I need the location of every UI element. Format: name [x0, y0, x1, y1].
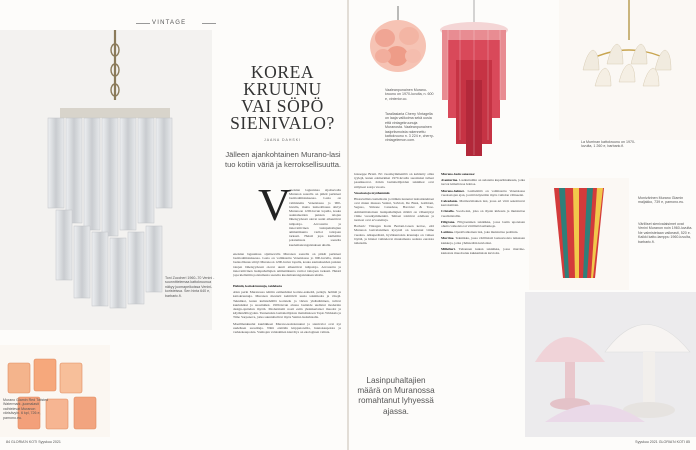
pink-chandelier-caption: Vaaleanpunainen Murano-kruunu on 1970-luvulta, n. 600 e, vinterior.co.: [385, 88, 434, 101]
col4-term: Murano-helmet. Lasihelmiä on valmistettu Venetsiassa vuosisatojen ajan, ja niitä käytettiin myös vaihdon välineenä.: [441, 188, 525, 197]
col4-term: Lattimo. Opaalivalkoinen lasi, joka muistuttaa posliinia.: [441, 230, 519, 235]
col2-block: Helmiä, kattokruunuja, taidelasia: [233, 284, 282, 288]
red-prism-chandelier: [440, 22, 508, 156]
col4-term: Aventurine. Lasikuituihin on sulatettu kuparihiukkasia, jotka tuovat kimaltavaa hohtoa.: [441, 178, 525, 187]
murrine-caption: La Murrinan kattokruunu on 1970-luvulta, 1 260 e, barbaric.fi.: [581, 140, 636, 149]
mushroom-caption: Värilliset sienivalaisimet ovat Venini Muranon noin 1960-luvulta. Ne valmistetaan vaikeasti, 520 e. Kaikki katto-lamppu 1960-luvulta, barbaric.fi.: [638, 222, 693, 244]
column-4: [441, 172, 525, 434]
byline: JAANA DAHSKI: [263, 138, 302, 142]
column-2: [233, 284, 341, 434]
murrine-chandelier-photo: [559, 0, 696, 140]
section-rule-left: [136, 23, 150, 24]
chandelier-glass-prisms: [48, 108, 172, 308]
right-page: [349, 0, 696, 450]
col4-term: Murrine. Tekniikka, jossa värillisistä lasisauvoista leikataan kiekkoja, jotka yhdistetään kuvioiksi.: [441, 236, 525, 245]
col3-paragraph: Historiallisia lasitehtaita ja tätäkin tunnetut lasitaidetehtaat ovat muun muassa Venini, Salviati, De Biasi, Gabbiani, Seguso, Simone Cenedese, Barovier & Toso. Ammattitaitoinen lasinpuhallajien määrä on vähentynyt viime vuosikymmeninä. Tehtaat toimivat edelleen ja tuotteet ovat arvostettuja.: [354, 197, 434, 223]
pink-cherry-caption: Tarallasiaria Cherry Vintagella on laaja valikoima sekä uusia että vintagekruunuja Muranosta. Vaaleanpunainen lasipriismoista rakennettu kattokruunu n. 3 224 e, cherry-vintagelemon.com.: [385, 112, 434, 143]
vase-caption: Monivärinen Murano Glamin maljakko, 739 e, pamono.eu.: [638, 196, 685, 205]
chandelier-caption: Toni Zuccheri 1960–70 Venini -suunnittelemaa kattokruunua näkyy juomapeikoissa Venini-koristeissa. Sen hinta 640 e, barbaric.fi.: [165, 276, 215, 298]
folio-right: Syyskuu 2021 GLORIA'N KOTI 85: [635, 440, 690, 444]
intro-top: enetsian laguunissa sijaitsevalla Muranon saarella on pitkät perinteet lasinvalmistuksessa. Lasia on valmistettu Venetsiassa jo 900-luvulla, mutta lasiteollisuus siirtyi Muranoon 1200-luvun lopulla, koska asuinalueiden puisten talojen läheisyydessä olevat uunit aiheuttivat tulipaloja. Arvostettu ja innovatiivinen lasinpuhallajien ammattikunta vartioi taitojaan tarkasti. Heistä jopa kiellettiin poistumasta saarelta kuolemanrangaistuksen uhalla.: [289, 188, 341, 247]
section-label: VINTAGE: [152, 20, 187, 26]
col3-heading: Vuosisatoja myöhemmin: [354, 190, 390, 195]
intro-bottom: enetsian laguunissa sijaitsevalla Muranon saarella on pitkät perinteet lasinvalmistuksessa. Lasia on valmistettu Venetsiassa jo 900-luvulla, mutta lasiteollisuus siirtyi Muranoon 1200-luvun lopulla, koska asuinalueiden puisten talojen läheisyydessä olevat uunit aiheuttivat tulipaloja. Arvostettu ja innovatiivinen lasinpuhallajien ammattikunta vartioi taitojaan tarkasti. Heistä jopa kiellettiin poistumasta saarelta kuolemanrangaistuksen uhalla.: [233, 252, 341, 278]
pull-quote: Lasinpuhaltajien määrä on Muranossa romahtanut lyhyessä ajassa.: [357, 376, 435, 416]
drop-cap: V: [258, 179, 292, 230]
vase-photo: [529, 178, 629, 290]
column-3: [354, 172, 434, 267]
col4-term: Cristallo. Sooda-lasi, joka on täysin kirkasta ja muistuttaa vuorikristallia.: [441, 209, 525, 218]
col3-paragraph: Barbaric Vintagen Katia Bertani-Green kertoo, että Muranon lasivalaisimen kysyntä on kasvanut viime vuosina. Alkuperäisiä, hyväkuntoisia kruunuja on vaikea löytää, ja hinnat vaihtelevat muutamasta sadasta euroista tuhansiin.: [354, 224, 434, 246]
col4-title: Murano-lasin sanastoa:: [441, 172, 476, 176]
glasses-photo: [0, 345, 110, 437]
article-title: KOREA KRUUNU VAI SÖPÖ SIENIVALO?: [230, 62, 335, 133]
col4-term: Filigrana. Filigraaninen tekniikka, jossa lasiin upotetaan ohuita valkoisia tai värillisiä lasilankoja.: [441, 219, 525, 229]
col4-term: Millefiori. Tuhannen kukan tekniikka, jossa murrine-kiekoista muodostuu kukkamaisia kuvioita.: [441, 246, 525, 256]
section-rule-right: [202, 23, 216, 24]
col3-paragraph: Giuseppe Briati. Eri vuosikymmeniltä on kehitetty omia tyylejä, kuten esimerkiksi 1970-luvulla suosituksi tulleet paasikuorrat. Jotkin lasitaiteilijoiden tekniikat ovat säilyneet satoja vuosia.: [354, 172, 434, 189]
left-page: [0, 0, 347, 450]
mushroom-lamps-photo: [525, 292, 696, 437]
folio-left: 84 GLORIA'N KOTI Syyskuu 2021: [6, 440, 61, 444]
pink-chandelier-photo: [367, 6, 429, 86]
col2-paragraph: Maailmankuulut kuubikkaat Murano-kattokruunut ja sienivalot ovat nyt uudelleen suosittuja. Niitä etsitään kirpputoreilta, huutokaupoista ja verkkokaupoista. Vanhojen valaisimien kierrätys on ekologinen valinta.: [233, 321, 341, 335]
red-prism-chandelier-photo: [434, 0, 514, 160]
glasses-caption: Murano Glamin Red Twisted Watermark -juomalasit vaihtelevat Muranon värisävyin. 6 kpl, 726 e, pamono.eu.: [3, 398, 49, 420]
col2-paragraph: Alun perin Muranossa tehtiin esimerkiksi koriste-esineitä, peilejä, helmiä ja kattokruunuja. Muranon mestarit kehittivät uusia tekniikoita ja värejä. Tekniikat, kuten kultalehdillä koristelu ja värien yhdistäminen, tulivat kuuluisiksi ja suosituiksi. 1900-luvun alussa lasitaide uudistui modernin design-ajattelun myötä. Modernismi nosti esiin yksinkertaiset muodot ja käytännöllisyyden. Tunnetuista lasitaiteilijoista mainittakoon Tapio Wirkkala ja Timo Sarpaneva, jotka suunnittelivat myös Venini-lasitehtaalle.: [233, 290, 341, 320]
col4-term: Calcedonio. Marmorimainen lasi, jossa eri värit sekoittuvat kerroksittain.: [441, 199, 525, 208]
pink-disc-chandelier: [370, 20, 426, 72]
lead-text: Jälleen ajankohtainen Murano-lasi tuo kotiin väriä ja kerroksellisuutta.: [224, 150, 342, 169]
